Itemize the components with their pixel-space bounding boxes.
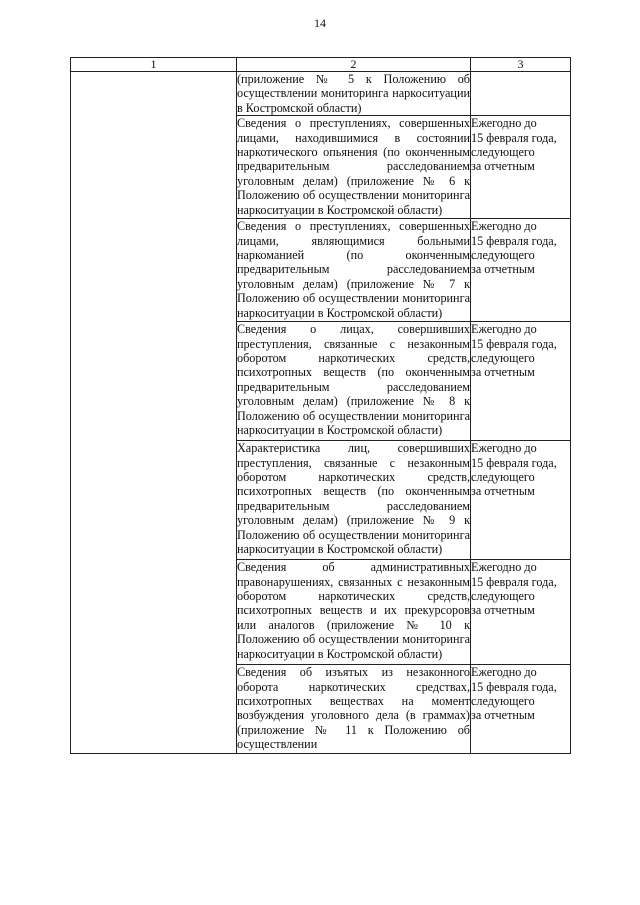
deadline-cell <box>471 219 571 322</box>
deadline-line: 15 февраля года, <box>471 574 557 589</box>
column-header-3: 3 <box>471 58 571 72</box>
page-number: 14 <box>314 16 326 30</box>
deadline-cell <box>471 72 571 116</box>
deadline-line: 15 февраля года, <box>471 455 557 470</box>
deadline-line: 15 февраля года, <box>471 336 557 351</box>
deadline-line: следующего <box>471 589 535 604</box>
deadline-line: за отчетным <box>471 365 535 380</box>
monitoring-table <box>70 57 571 754</box>
deadline-line: за отчетным <box>471 262 535 277</box>
deadline-cell <box>471 441 571 560</box>
deadline-cell <box>471 665 571 754</box>
deadline-line: 15 февраля года, <box>471 233 557 248</box>
deadline-line: Ежегодно до <box>471 441 537 456</box>
deadline-line: за отчетным <box>471 484 535 499</box>
table-header-row <box>71 58 571 72</box>
deadline-line: 15 февраля года, <box>471 130 557 145</box>
report-description-cell: Сведения об административных правонарушениях, связанных с незаконным оборотом наркотических средств, психотропных веществ и их прекурсоров или аналогов (приложение № 10 к Положению об осуществлении мониторинга наркоситуации в Костромской области) <box>237 560 471 665</box>
deadline-cell <box>471 560 571 665</box>
deadline-line: следующего <box>471 248 535 263</box>
report-description-cell: Сведения о лицах, совершивших преступления, связанные с незаконным оборотом наркотических средств, психотропных веществ (по оконченным предварительным расследованием уголовным делам) (приложение № 8 к Положению об осуществлении мониторинга наркоситуации в Костромской области) <box>237 322 471 441</box>
deadline-line: Ежегодно до <box>471 560 537 575</box>
report-description-cell: Характеристика лиц, совершивших преступления, связанные с незаконным оборотом наркотических средств, психотропных веществ (по оконченным предварительным расследованием уголовным делам) (приложение № 9 к Положению об осуществлении мониторинга наркоситуации в Костромской области) <box>237 441 471 560</box>
column-header-2: 2 <box>237 58 471 72</box>
deadline-cell <box>471 116 571 219</box>
deadline-line: за отчетным <box>471 603 535 618</box>
column-1-cell <box>71 72 237 754</box>
deadline-line: следующего <box>471 351 535 366</box>
deadline-line: за отчетным <box>471 708 535 723</box>
report-description-cell: (приложение № 5 к Положению об осуществлении мониторинга наркоситуации в Костромской области) <box>237 72 470 115</box>
deadline-line: 15 февраля года, <box>471 679 557 694</box>
deadline-line: следующего <box>471 470 535 485</box>
report-description-cell: Сведения о преступлениях, совершенных лицами, находившимися в состоянии наркотического опьянения (по оконченным предварительным расследованием уголовным делам) (приложение № 6 к Положению об осуществлении мониторинга наркоситуации в Костромской области) <box>237 116 471 219</box>
report-description-cell: Сведения об изъятых из незаконного оборота наркотических средствах, психотропных веществах на момент возбуждения уголовного дела (в граммах) (приложение № 11 к Положению об осуществлении <box>237 665 471 754</box>
deadline-line: Ежегодно до <box>471 116 537 131</box>
report-description-cell: Сведения о преступлениях, совершенных лицами, являющимися больными наркоманией (по оконченным предварительным расследованием уголовным делам) (приложение № 7 к Положению об осуществлении мониторинга наркоситуации в Костромской области) <box>237 219 471 322</box>
deadline-line: за отчетным <box>471 159 535 174</box>
column-header-1: 1 <box>71 58 237 72</box>
table-row <box>71 72 571 116</box>
deadline-line: Ежегодно до <box>471 219 537 234</box>
deadline-line: Ежегодно до <box>471 322 537 337</box>
deadline-cell <box>471 322 571 441</box>
deadline-line: следующего <box>471 145 535 160</box>
deadline-line: Ежегодно до <box>471 665 537 680</box>
deadline-line: следующего <box>471 694 535 709</box>
